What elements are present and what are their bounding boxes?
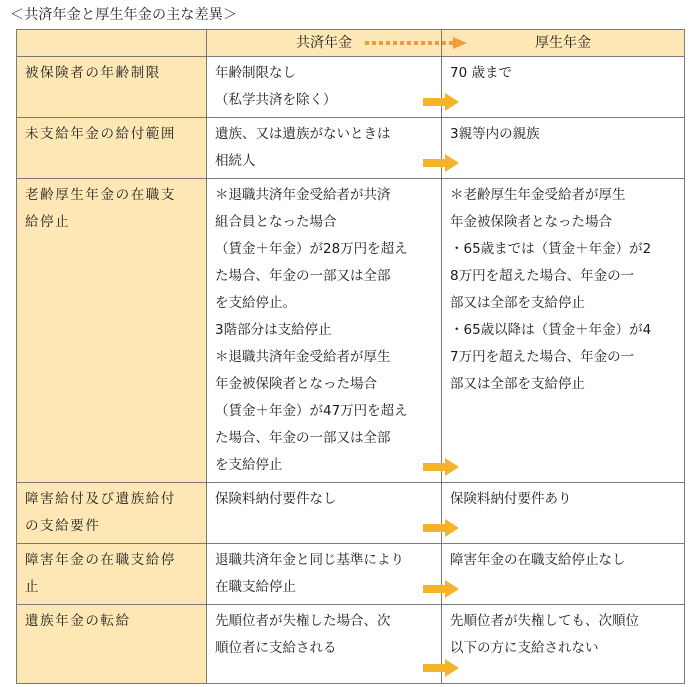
cell-line: 7万円を超えた場合、年金の一: [450, 349, 635, 365]
kosei-cell: [442, 544, 685, 605]
header-kyosai: [207, 30, 442, 57]
kyosai-cell: [207, 57, 442, 118]
cell-line: 障害年金の在職支給停止なし: [450, 552, 626, 568]
right-arrow-icon: [423, 519, 459, 537]
cell-line: 以下の方に支給されない: [450, 640, 599, 656]
cell-line: 給停止: [25, 214, 71, 230]
header-kyosai-label: 共済年金: [296, 35, 352, 51]
table-row: [17, 605, 685, 684]
cell-line: を支給停止。: [215, 295, 296, 311]
cell-line: ＊老齢厚生年金受給者が厚生: [450, 187, 626, 203]
cell-line: た場合、年金の一部又は全部: [215, 268, 391, 284]
table-row: [17, 179, 685, 483]
cell-line: 被保険者の年齢制限: [25, 65, 161, 81]
header-blank: [17, 30, 207, 57]
cell-line: 3親等内の親族: [450, 126, 540, 142]
kosei-cell: [442, 605, 685, 684]
cell-line: 8万円を超えた場合、年金の一: [450, 268, 635, 284]
kyosai-cell: [207, 605, 442, 684]
cell-line: 遺族年金の転給: [25, 613, 131, 629]
table-row: [17, 483, 685, 544]
cell-line: ＊退職共済年金受給者が厚生: [215, 349, 391, 365]
row-label: [17, 179, 207, 483]
table-row: [17, 57, 685, 118]
right-arrow-icon: [423, 154, 459, 172]
right-arrow-icon: [423, 458, 459, 476]
cell-line: 組合員となった場合: [215, 214, 337, 230]
cell-line: 老齢厚生年金の在職支: [25, 187, 176, 203]
kyosai-cell: [207, 179, 442, 483]
row-label: [17, 118, 207, 179]
kyosai-cell: [207, 483, 442, 544]
kyosai-cell: [207, 118, 442, 179]
kosei-cell: [442, 483, 685, 544]
cell-line: 遺族、又は遺族がないときは: [215, 126, 391, 142]
table-row: [17, 544, 685, 605]
row-label: [17, 483, 207, 544]
cell-line: 障害年金の在職支給停: [25, 552, 176, 568]
right-arrow-icon: [423, 93, 459, 111]
cell-line: 止: [25, 579, 41, 595]
cell-line: ・65歳以降は（賃金＋年金）が4: [450, 322, 652, 338]
cell-line: を支給停止: [215, 457, 283, 473]
table-row: [17, 118, 685, 179]
row-label: [17, 605, 207, 684]
kyosai-cell: [207, 544, 442, 605]
cell-line: 年金被保険者となった場合: [215, 376, 377, 392]
cell-line: 3階部分は支給停止: [215, 322, 332, 338]
cell-line: 70 歳まで: [450, 65, 512, 81]
cell-line: ＊退職共済年金受給者が共済: [215, 187, 391, 203]
cell-line: （賃金＋年金）が47万円を超え: [215, 403, 408, 419]
cell-line: 順位者に支給される: [215, 640, 337, 656]
cell-line: 未支給年金の給付範囲: [25, 126, 176, 142]
comparison-table: [16, 29, 685, 684]
cell-line: 在職支給停止: [215, 579, 296, 595]
cell-line: 障害給付及び遺族給付: [25, 491, 176, 507]
cell-line: 保険料納付要件あり: [450, 491, 572, 507]
document-title: ＜共済年金と厚生年金の主な差異＞: [10, 7, 238, 23]
cell-line: 相続人: [215, 153, 256, 169]
cell-line: 年齢制限なし: [215, 65, 296, 81]
kosei-cell: [442, 57, 685, 118]
kosei-cell: [442, 179, 685, 483]
header-kosei: 厚生年金: [442, 30, 685, 57]
cell-line: 部又は全部を支給停止: [450, 295, 585, 311]
cell-line: （私学共済を除く）: [215, 92, 337, 108]
table-header-row: [17, 30, 685, 57]
right-arrow-icon: [423, 580, 459, 598]
cell-line: ・65歳までは（賃金＋年金）が2: [450, 241, 652, 257]
right-arrow-icon: [423, 659, 459, 677]
dotted-right-arrow-icon: [365, 36, 469, 50]
cell-line: 保険料納付要件なし: [215, 491, 337, 507]
row-label: [17, 57, 207, 118]
cell-line: 退職共済年金と同じ基準により: [215, 552, 404, 568]
cell-line: 年金被保険者となった場合: [450, 214, 612, 230]
row-label: [17, 544, 207, 605]
cell-line: の支給要件: [25, 518, 101, 534]
cell-line: 先順位者が失権しても、次順位: [450, 613, 639, 629]
cell-line: 部又は全部を支給停止: [450, 376, 585, 392]
cell-line: 先順位者が失権した場合、次: [215, 613, 391, 629]
cell-line: た場合、年金の一部又は全部: [215, 430, 391, 446]
kosei-cell: [442, 118, 685, 179]
cell-line: （賃金＋年金）が28万円を超え: [215, 241, 408, 257]
